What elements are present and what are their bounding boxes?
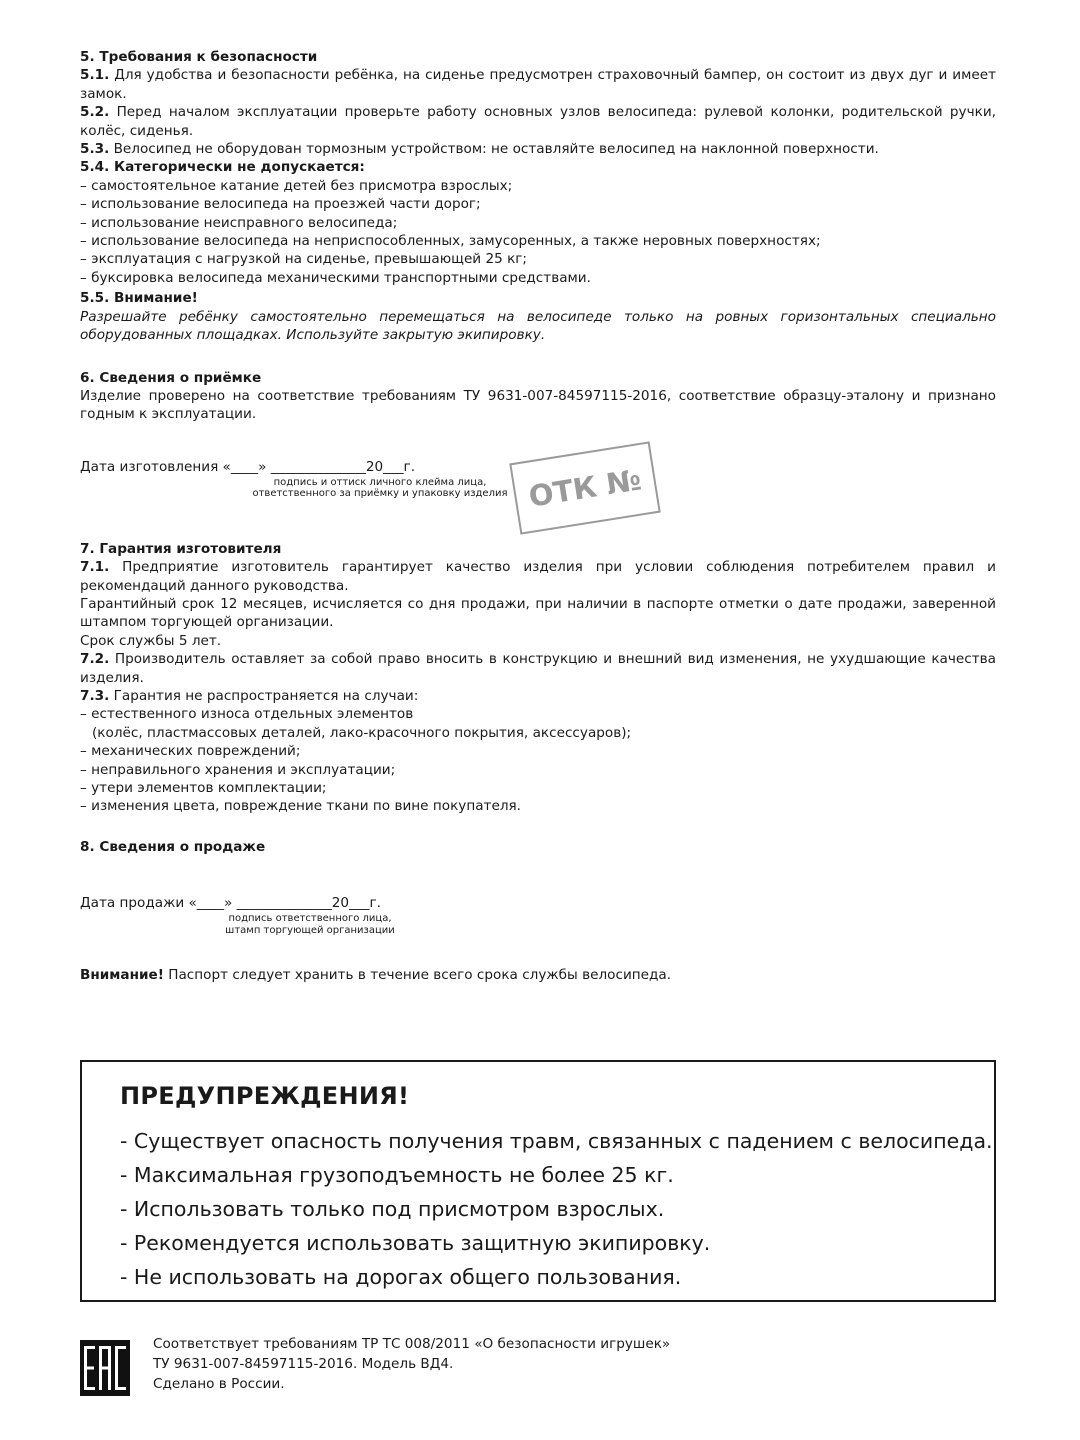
paragraph-number: 7.1.	[80, 559, 110, 576]
service-life-text: Срок службы 5 лет.	[80, 632, 222, 649]
caption-line: подпись ответственного лица,	[228, 913, 392, 925]
storage-notice	[80, 966, 996, 984]
eac-logo-icon	[80, 1340, 130, 1396]
list-item: – изменения цвета, повреждение ткани по вине покупателя.	[80, 798, 522, 815]
warranty-period-text: Гарантийный срок 12 месяцев, исчисляется со дня продажи, при наличии в паспорте отметки о дате продажи, заверенной штампом торгующей организации.	[80, 595, 996, 631]
paragraph-7-3	[80, 687, 996, 705]
paragraph-text: Для удобства и безопасности ребёнка, на сиденье предусмотрен страховочный бампер, он состоит из двух дуг и имеет замок.	[80, 67, 996, 102]
certification-footer	[80, 1334, 996, 1404]
sale-date-block	[80, 894, 996, 936]
exclusions-list	[80, 705, 996, 815]
warning-item: - Использовать только под присмотром взрослых.	[120, 1197, 665, 1221]
list-item: – буксировка велосипеда механическими транспортными средствами.	[80, 269, 591, 286]
section-5-heading: 5. Требования к безопасности	[80, 49, 318, 65]
paragraph-number: 5.2.	[80, 104, 110, 121]
manufacture-date-line: Дата изготовления «____» ______________20___г.	[80, 458, 416, 475]
list-item: – естественного износа отдельных элементов	[80, 706, 414, 723]
paragraph-text: Предприятие изготовитель гарантирует качество изделия при условии соблюдения потребителем правил и рекомендаций данного руководства.	[80, 559, 996, 594]
certification-line: Сделано в России.	[153, 1376, 285, 1392]
paragraph-5-5-heading: 5.5. Внимание!	[80, 290, 198, 307]
notice-label: Внимание!	[80, 967, 164, 984]
paragraph-number: 7.2.	[80, 651, 110, 668]
list-item: – самостоятельное катание детей без присмотра взрослых;	[80, 177, 513, 194]
paragraph-7-2	[80, 650, 996, 687]
list-item: – эксплуатация с нагрузкой на сиденье, превышающей 25 кг;	[80, 251, 528, 268]
paragraph-5-1	[80, 66, 996, 103]
caption-line: подпись и оттиск личного клейма лица,	[273, 476, 487, 488]
list-item: – неправильного хранения и эксплуатации;	[80, 761, 396, 778]
list-item: – механических повреждений;	[80, 743, 301, 760]
notice-text: Паспорт следует хранить в течение всего срока службы велосипеда.	[163, 967, 672, 984]
signature-caption	[190, 913, 430, 936]
paragraph-number: 7.3.	[80, 687, 110, 704]
warning-item: - Максимальная грузоподъемность не более 25 кг.	[120, 1163, 674, 1187]
paragraph-5-5-text: Разрешайте ребёнку самостоятельно перемещаться на велосипеде только на ровных горизонтальных специально оборудованных площадках. Используйте закрытую экипировку.	[80, 308, 996, 344]
paragraph-text: Перед началом эксплуатации проверьте работу основных узлов велосипеда: рулевой колонки, родительской ручки, колёс, сиденья.	[80, 104, 996, 139]
list-item: (колёс, пластмассовых деталей, лако-красочного покрытия, аксессуаров);	[92, 724, 632, 741]
warning-item: - Существует опасность получения травм, связанных с падением с велосипеда.	[120, 1129, 993, 1153]
paragraph-5-4-heading: 5.4. Категорически не допускается:	[80, 159, 365, 176]
caption-line: штамп торгующей организации	[225, 924, 395, 936]
paragraph-7-1	[80, 558, 996, 595]
certification-text	[153, 1334, 670, 1394]
otk-stamp: ОТК №	[509, 441, 661, 534]
signature-caption	[230, 477, 530, 500]
list-item: – использование неисправного велосипеда;	[80, 214, 398, 231]
warnings-box	[80, 1060, 996, 1302]
paragraph-number: 5.3.	[80, 141, 110, 158]
caption-line: ответственного за приёмку и упаковку изделия	[252, 488, 508, 500]
warnings-title: ПРЕДУПРЕЖДЕНИЯ!	[120, 1082, 410, 1110]
prohibited-list	[80, 177, 996, 287]
section-7-heading: 7. Гарантия изготовителя	[80, 540, 282, 557]
paragraph-text: Гарантия не распространяется на случаи:	[109, 687, 419, 704]
paragraph-text: Велосипед не оборудован тормозным устройством: не оставляйте велосипед на наклонной поверхности.	[109, 141, 879, 158]
sale-date-line: Дата продажи «____» ______________20___г.	[80, 895, 381, 912]
section-6-heading: 6. Сведения о приёмке	[80, 369, 262, 386]
acceptance-text: Изделие проверено на соответствие требованиям ТУ 9631-007-84597115-2016, соответствие образцу-эталону и признано годным к эксплуатации.	[80, 387, 996, 423]
warning-item: - Не использовать на дорогах общего пользования.	[120, 1265, 682, 1289]
paragraph-text: Производитель оставляет за собой право вносить в конструкцию и внешний вид изменения, не ухудшающие качества изделия.	[80, 651, 996, 686]
list-item: – использование велосипеда на неприспособленных, замусоренных, а также неровных поверхностях;	[80, 233, 821, 250]
certification-line: Соответствует требованиям ТР ТС 008/2011 «О безопасности игрушек»	[153, 1336, 671, 1352]
list-item: – утери элементов комплектации;	[80, 780, 327, 796]
section-8-heading: 8. Сведения о продаже	[80, 838, 266, 855]
list-item: – использование велосипеда на проезжей части дорог;	[80, 196, 481, 213]
paragraph-number: 5.1.	[80, 67, 110, 84]
paragraph-5-2	[80, 103, 996, 140]
paragraph-5-3	[80, 140, 996, 158]
certification-line: ТУ 9631-007-84597115-2016. Модель ВД4.	[153, 1356, 454, 1372]
warning-item: - Рекомендуется использовать защитную экипировку.	[120, 1231, 711, 1255]
